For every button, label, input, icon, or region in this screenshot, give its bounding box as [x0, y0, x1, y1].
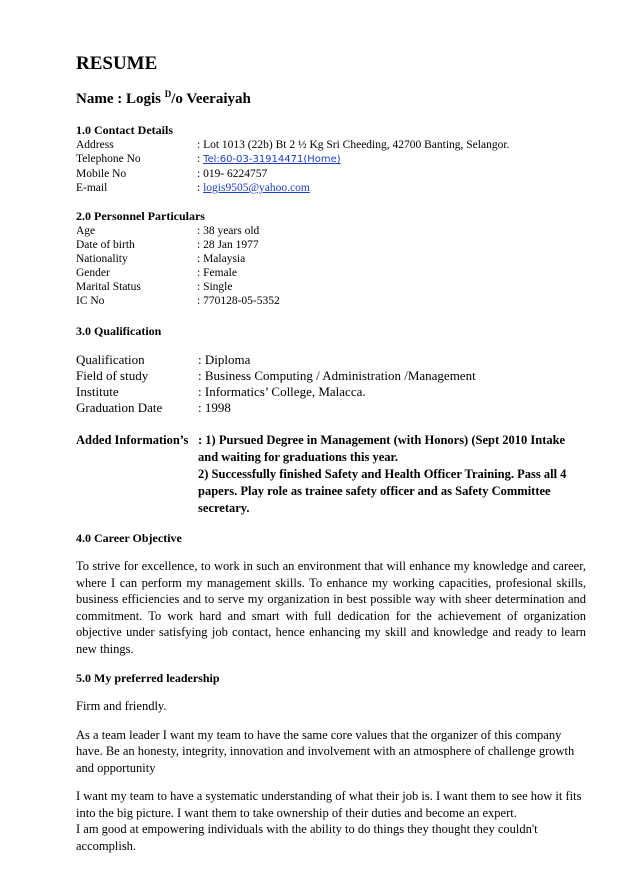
added-line: : 1) Pursued Degree in Management (with Honors) (Sept 2010 Intake [198, 433, 566, 447]
personal-row [76, 294, 586, 308]
contact-row-email [76, 181, 586, 195]
personal-label: Gender [76, 267, 110, 279]
contact-heading: 1.0 Contact Details [76, 123, 173, 137]
personal-label: IC No [76, 295, 105, 307]
contact-value [197, 181, 586, 195]
qualification-row [76, 368, 586, 384]
name-slash: / [171, 91, 176, 107]
leadership-heading: 5.0 My preferred leadership [76, 671, 220, 685]
contact-value: : 019- 6224757 [197, 168, 268, 180]
colon: : [197, 182, 204, 194]
contact-value [197, 152, 586, 167]
qualification-label: Qualification [76, 352, 145, 367]
candidate-name [76, 84, 586, 109]
personal-row [76, 266, 586, 280]
leadership-p1: Firm and friendly. [76, 699, 167, 713]
qualification-label: Institute [76, 384, 119, 399]
personal-value: : Single [197, 281, 233, 293]
qualification-value: : 1998 [198, 400, 231, 415]
personal-row [76, 252, 586, 266]
personal-label: Nationality [76, 253, 128, 265]
added-label: Added Information’s [76, 433, 189, 447]
contact-label: Mobile No [76, 168, 127, 180]
telephone-link[interactable]: Tel:60-03-31914471(Home) [203, 154, 341, 165]
added-line: and waiting for graduations this year. [198, 450, 399, 464]
qualification-value: : Business Computing / Administration /Management [198, 368, 476, 383]
contact-label: Telephone No [76, 153, 141, 165]
personal-value: : 38 years old [197, 225, 260, 237]
personal-label: Date of birth [76, 239, 135, 251]
personal-value: : 28 Jan 1977 [197, 239, 259, 251]
name-sup: D [164, 89, 172, 99]
colon: : [197, 153, 204, 165]
personal-details [76, 224, 586, 308]
leadership-p3: I want my team to have a systematic understanding of what their job is. I want them to see how it fits into the big picture. I want them to take ownership of their duties and become an expert. [76, 789, 582, 820]
contact-label: E-mail [76, 182, 108, 194]
qualification-label: Field of study [76, 368, 149, 383]
contact-row-telephone [76, 152, 586, 167]
personal-row [76, 224, 586, 238]
qualification-heading: 3.0 Qualification [76, 324, 162, 338]
qualification-row [76, 352, 586, 368]
name-prefix: Name : Logis [76, 91, 165, 107]
personal-value: : Malaysia [197, 253, 246, 265]
contact-label: Address [76, 139, 114, 151]
qualification-label: Graduation Date [76, 400, 163, 415]
personal-value: : Female [197, 267, 237, 279]
leadership-p2: As a team leader I want my team to have the same core values that the organizer of this company have. Be an honesty, integrity, innovation and involvement with an atmosphere of challenge growth and opportunity [76, 727, 575, 775]
contact-row-mobile [76, 167, 586, 181]
contact-details [76, 138, 586, 195]
personal-value: : 770128-05-5352 [197, 295, 280, 307]
qualification-value: : Informatics’ College, Malacca. [198, 384, 366, 399]
career-objective-text: To strive for excellence, to work in such an environment that will enhance my knowledge and career, where I can perform my management skills. To enhance my working capacities, profesional skills, business efficiencies and to serve my organization in best possible way with sheer determination and commitment. To work hard and smart with full dedication for the achievement of organization objective under satisfying job contact, hence enhancing my skill and knowledge and ready to learn new things. [76, 559, 586, 656]
added-information [76, 432, 586, 517]
personal-label: Age [76, 225, 96, 237]
added-line: secretary. [198, 501, 250, 515]
leadership-p4: I am good at empowering individuals with the ability to do things they thought they couldn't accomplish. [76, 822, 538, 853]
resume-page [76, 52, 586, 854]
qualification-value: : Diploma [198, 352, 251, 367]
contact-value: : Lot 1013 (22b) Bt 2 ½ Kg Sri Cheeding, 42700 Banting, Selangor. [197, 139, 510, 151]
resume-title: RESUME [76, 53, 158, 74]
qualification-row [76, 400, 586, 416]
personal-row [76, 280, 586, 294]
qualification-row [76, 384, 586, 400]
personal-row [76, 238, 586, 252]
name-sub: o [175, 91, 183, 107]
contact-row-address [76, 138, 586, 152]
personal-label: Marital Status [76, 281, 141, 293]
qualification-details [76, 352, 586, 416]
added-line: papers. Play role as trainee safety officer and as Safety Committee [198, 484, 551, 498]
name-surname: Veeraiyah [182, 91, 251, 107]
personal-heading: 2.0 Personnel Particulars [76, 209, 205, 223]
added-value [198, 432, 586, 517]
email-link[interactable]: logis9505@yahoo.com [203, 182, 310, 194]
career-heading: 4.0 Career Objective [76, 531, 182, 545]
added-line: 2) Successfully finished Safety and Health Officer Training. Pass all 4 [198, 467, 567, 481]
